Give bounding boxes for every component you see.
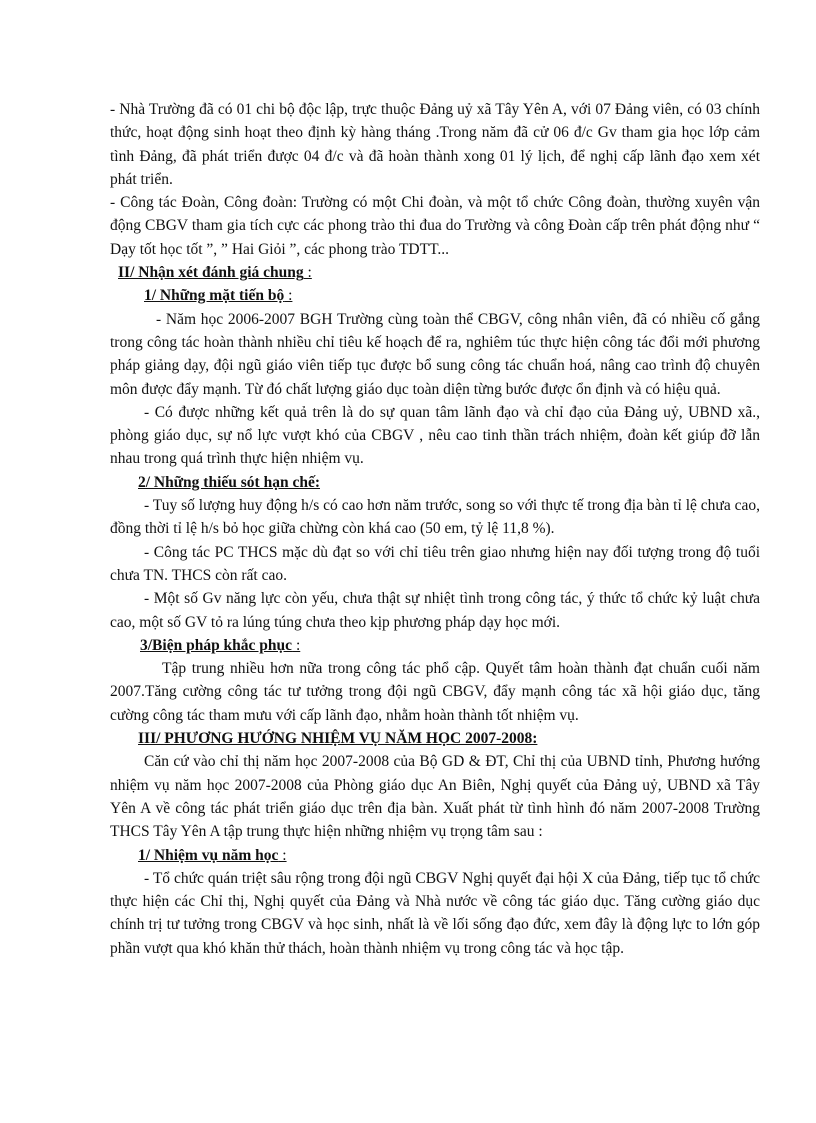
heading-suffix: : [284, 287, 293, 305]
heading-text: 1/ Nhiệm vụ năm học [138, 846, 279, 864]
paragraph: - Công tác PC THCS mặc dù đạt so với chỉ tiêu trên giao nhưng hiện nay đối tượng trong độ tuổi chưa TN. THCS còn rất cao. [110, 543, 760, 584]
subheading-shortcomings [110, 471, 760, 494]
document-page [110, 98, 760, 960]
paragraph: - Năm học 2006-2007 BGH Trường cùng toàn thể CBGV, công nhân viên, đã có nhiều cố gắng trong công tác hoàn thành nhiều chỉ tiêu kế hoạch để ra, nghiêm túc thực hiện công tác đổi mới phương pháp giảng dạy, đội ngũ giáo viên tiếp tục được bổ sung công tác chuẩn hoá, nâng cao trình độ chuyên môn được đẩy mạnh. Từ đó chất lượng giáo dục toàn diện từng bước được ổn định và có hiệu quả. [110, 310, 760, 398]
section-heading-ii [110, 261, 760, 284]
section-heading-iii [110, 727, 760, 750]
subheading-remedies [110, 634, 760, 657]
paragraph: - Một số Gv năng lực còn yếu, chưa thật sự nhiệt tình trong công tác, ý thức tổ chức kỷ luật chưa cao, một số GV tỏ ra lúng túng chưa theo kịp phương pháp dạy học mới. [110, 590, 760, 631]
heading-suffix: : [303, 264, 312, 282]
paragraph: - Có được những kết quả trên là do sự quan tâm lãnh đạo và chỉ đạo của Đảng uỷ, UBND xã., phòng giáo dục, sự nổ lực vượt khó của CBGV , nêu cao tinh thần trách nhiệm, đoàn kết giúp đỡ lẫn nhau trong quá trình thực hiện nhiệm vụ. [110, 403, 760, 468]
paragraph: Căn cứ vào chỉ thị năm học 2007-2008 của Bộ GD & ĐT, Chỉ thị của UBND tỉnh, Phương hướng nhiệm vụ năm học 2007-2008 của Phòng giáo dục An Biên, Nghị quyết của Đảng uỷ, UBND xã Tây Yên A về công tác phát triển giáo dục trên địa bàn. Xuất phát từ tình hình đó năm 2007-2008 Trường THCS Tây Yên A tập trung thực hiện những nhiệm vụ trọng tâm sau : [110, 753, 760, 841]
subheading-tasks [110, 844, 760, 867]
paragraph: - Nhà Trường đã có 01 chi bộ độc lập, trực thuộc Đảng uỷ xã Tây Yên A, với 07 Đảng viên, có 03 chính thức, hoạt động sinh hoạt theo định kỳ hàng tháng .Trong năm đã cử 06 đ/c Gv tham gia học lớp cảm tình Đảng, đã phát triển được 04 đ/c và đã hoàn thành xong 01 lý lịch, để nghị cấp lãnh đạo xem xét phát triển. [110, 101, 760, 188]
heading-suffix: : [292, 636, 301, 654]
paragraph: Tập trung nhiều hơn nữa trong công tác phổ cập. Quyết tâm hoàn thành đạt chuẩn cuối năm 2007.Tăng cường công tác tư tưởng trong đội ngũ CBGV, đẩy mạnh công tác xã hội giáo dục, tăng cường công tác tham mưu với cấp lãnh đạo, nhằm hoàn thành tốt nhiệm vụ. [110, 660, 760, 724]
paragraph: - Tổ chức quán triệt sâu rộng trong đội ngũ CBGV Nghị quyết đại hội X của Đảng, tiếp tục tổ chức thực hiện các Chỉ thị, Nghị quyết của Đảng và Nhà nước về công tác giáo dục. Tăng cường giáo dục chính trị tư tưởng trong CBGV và học sinh, nhất là về lối sống đạo đức, xem đây là động lực to lớn góp phần vượt qua khó khăn thử thách, hoàn thành nhiệm vụ trong công tác và học tập. [110, 869, 760, 957]
heading-text: 3/Biện pháp khắc phục [140, 636, 293, 654]
heading-text: 1/ Những mặt tiến bộ [144, 287, 285, 305]
paragraph: - Công tác Đoàn, Công đoàn: Trường có một Chi đoàn, và một tổ chức Công đoàn, thường xuyên vận động CBGV tham gia tích cực các phong trào thi đua do Trường và công Đoàn cấp trên phát động như “ Dạy tốt học tốt ”, ” Hai Giỏi ”, các phong trào TDTT... [110, 194, 760, 258]
heading-text: III/ PHƯƠNG HƯỚNG NHIỆM VỤ NĂM HỌC 2007-2008: [138, 730, 538, 748]
paragraph: - Tuy số lượng huy động h/s có cao hơn năm trước, song so với thực tế trong địa bàn tỉ lệ chưa cao, đồng thời tỉ lệ h/s bỏ học giữa chừng còn khá cao (50 em, tỷ lệ 11,8 %). [110, 497, 760, 538]
heading-suffix: : [278, 846, 287, 864]
heading-text: II/ Nhận xét đánh giá chung [118, 264, 304, 282]
heading-text: 2/ Những thiếu sót hạn chế: [138, 473, 320, 491]
subheading-progress [110, 284, 760, 307]
